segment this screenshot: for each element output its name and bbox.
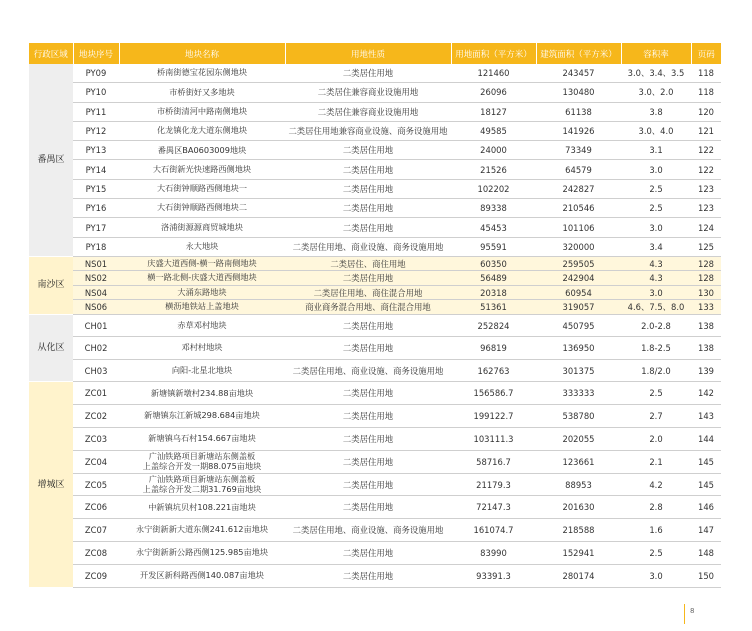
page-cell: 138 (691, 314, 721, 337)
parcel-id-cell: ZC03 (73, 428, 119, 451)
page-cell: 145 (691, 450, 721, 473)
land-area-cell: 83990 (451, 542, 536, 565)
land-use-cell: 二类居住用地 (285, 337, 451, 360)
plot-ratio-cell: 3.0、2.0 (621, 83, 691, 102)
parcel-name-cell: 永大地块 (119, 237, 285, 256)
table-row (29, 179, 721, 198)
table-row (29, 160, 721, 179)
table-row (29, 405, 721, 428)
parcel-id-cell: ZC01 (73, 382, 119, 405)
land-area-cell: 51361 (451, 300, 536, 315)
table-row (29, 199, 721, 218)
parcel-id-cell: PY12 (73, 121, 119, 140)
building-area-cell: 101106 (536, 218, 621, 237)
plot-ratio-cell: 2.7 (621, 405, 691, 428)
land-area-cell: 96819 (451, 337, 536, 360)
parcel-id-cell: PY10 (73, 83, 119, 102)
parcel-id-cell: ZC05 (73, 473, 119, 496)
land-area-cell: 161074.7 (451, 519, 536, 542)
building-area-cell: 259505 (536, 256, 621, 271)
land-use-cell: 二类居住用地、商业设施、商务设施用地 (285, 359, 451, 382)
page-cell: 124 (691, 218, 721, 237)
building-area-cell: 61138 (536, 102, 621, 121)
land-use-cell: 二类居住用地、商业设施、商务设施用地 (285, 237, 451, 256)
land-use-cell: 二类居住用地、商业设施、商务设施用地 (285, 519, 451, 542)
table-row (29, 141, 721, 160)
building-area-cell: 280174 (536, 564, 621, 587)
plot-ratio-cell: 2.5 (621, 199, 691, 218)
parcel-id-cell: PY15 (73, 179, 119, 198)
page-cell: 122 (691, 160, 721, 179)
land-area-cell: 252824 (451, 314, 536, 337)
plot-ratio-cell: 4.2 (621, 473, 691, 496)
parcel-name-cell: 广汕铁路项目新塘站东侧盖板 上盖综合开发一期88.075亩地块 (119, 450, 285, 473)
land-use-cell: 商业商务混合用地、商住混合用地 (285, 300, 451, 315)
page-cell: 139 (691, 359, 721, 382)
parcel-id-cell: PY18 (73, 237, 119, 256)
plot-ratio-cell: 3.0 (621, 160, 691, 179)
plot-ratio-cell: 2.5 (621, 179, 691, 198)
parcel-name-cell: 新塘镇新墩村234.88亩地块 (119, 382, 285, 405)
parcel-name-cell: 庆盛大道西侧-横一路南侧地块 (119, 256, 285, 271)
table-row (29, 519, 721, 542)
page-cell: 143 (691, 405, 721, 428)
land-use-cell: 二类居住用地 (285, 542, 451, 565)
plot-ratio-cell: 2.1 (621, 450, 691, 473)
plot-ratio-cell: 1.6 (621, 519, 691, 542)
page-cell: 148 (691, 542, 721, 565)
land-use-cell: 二类居住用地 (285, 450, 451, 473)
building-area-cell: 242827 (536, 179, 621, 198)
header-page: 页码 (691, 43, 721, 64)
parcel-name-cell: 大石街新光快速路西侧地块 (119, 160, 285, 179)
parcel-name-cell: 邓村村地块 (119, 337, 285, 360)
land-area-cell: 21526 (451, 160, 536, 179)
parcel-id-cell: PY11 (73, 102, 119, 121)
land-use-cell: 二类居住用地 (285, 496, 451, 519)
building-area-cell: 243457 (536, 64, 621, 83)
building-area-cell: 136950 (536, 337, 621, 360)
parcel-name-cell: 中新镇坑贝村108.221亩地块 (119, 496, 285, 519)
parcel-name-cell: 广汕铁路项目新塘站东侧盖板 上盖综合开发二期31.769亩地块 (119, 473, 285, 496)
parcel-name-cell: 化龙镇化龙大道东侧地块 (119, 121, 285, 140)
parcel-id-cell: ZC08 (73, 542, 119, 565)
parcel-id-cell: PY17 (73, 218, 119, 237)
land-area-cell: 121460 (451, 64, 536, 83)
table-row (29, 337, 721, 360)
building-area-cell: 73349 (536, 141, 621, 160)
parcel-id-cell: PY09 (73, 64, 119, 83)
building-area-cell: 201630 (536, 496, 621, 519)
page-cell: 142 (691, 382, 721, 405)
land-use-cell: 二类居住用地 (285, 218, 451, 237)
plot-ratio-cell: 3.0 (621, 564, 691, 587)
parcel-name-cell: 市桥街清河中路南侧地块 (119, 102, 285, 121)
page-cell: 130 (691, 285, 721, 300)
page-cell: 118 (691, 83, 721, 102)
table-row (29, 237, 721, 256)
table-row (29, 564, 721, 587)
land-use-cell: 二类居住兼容商业设施用地 (285, 102, 451, 121)
land-area-cell: 89338 (451, 199, 536, 218)
table-row (29, 542, 721, 565)
page-cell: 128 (691, 256, 721, 271)
land-area-cell: 26096 (451, 83, 536, 102)
land-use-cell: 二类居住用地 (285, 64, 451, 83)
parcel-name-cell: 大石街钟顺路西侧地块二 (119, 199, 285, 218)
header-land-area: 用地面积（平方米） (451, 43, 536, 64)
parcel-id-cell: NS02 (73, 271, 119, 286)
table-row (29, 382, 721, 405)
table-body (29, 64, 721, 587)
building-area-cell: 301375 (536, 359, 621, 382)
table-row (29, 271, 721, 286)
page-cell: 128 (691, 271, 721, 286)
land-use-cell: 二类居住兼容商业设施用地 (285, 83, 451, 102)
parcel-name-cell: 向阳-北星北地块 (119, 359, 285, 382)
plot-ratio-cell: 3.0 (621, 218, 691, 237)
land-area-cell: 20318 (451, 285, 536, 300)
plot-ratio-cell: 2.5 (621, 382, 691, 405)
parcel-id-cell: PY16 (73, 199, 119, 218)
parcel-id-cell: NS01 (73, 256, 119, 271)
parcel-name-cell: 桥南街德宝花园东侧地块 (119, 64, 285, 83)
page-cell: 144 (691, 428, 721, 451)
table-row (29, 121, 721, 140)
plot-ratio-cell: 3.0、4.0 (621, 121, 691, 140)
land-use-cell: 二类居住用地兼容商业设施、商务设施用地 (285, 121, 451, 140)
page-cell: 145 (691, 473, 721, 496)
table-row (29, 300, 721, 315)
land-use-cell: 二类居住用地 (285, 428, 451, 451)
land-use-cell: 二类居住用地 (285, 199, 451, 218)
parcel-name-cell: 新塘镇东江新城298.684亩地块 (119, 405, 285, 428)
parcel-id-cell: ZC04 (73, 450, 119, 473)
table-row (29, 102, 721, 121)
land-use-cell: 二类居住用地 (285, 564, 451, 587)
plot-ratio-cell: 2.5 (621, 542, 691, 565)
building-area-cell: 88953 (536, 473, 621, 496)
land-use-cell: 二类居住用地 (285, 314, 451, 337)
page-cell: 150 (691, 564, 721, 587)
header-land-use: 用地性质 (285, 43, 451, 64)
plot-ratio-cell: 1.8-2.5 (621, 337, 691, 360)
page-number: 8 (690, 607, 695, 615)
table-row (29, 473, 721, 496)
land-area-cell: 60350 (451, 256, 536, 271)
plot-ratio-cell: 4.3 (621, 256, 691, 271)
page-cell: 120 (691, 102, 721, 121)
land-area-cell: 56489 (451, 271, 536, 286)
table-row (29, 428, 721, 451)
table-row (29, 83, 721, 102)
parcel-name-cell: 市桥街好又多地块 (119, 83, 285, 102)
region-cell: 番禺区 (29, 64, 73, 256)
plot-ratio-cell: 4.6、7.5、8.0 (621, 300, 691, 315)
header-building-area: 建筑面积（平方米） (536, 43, 621, 64)
parcel-name-cell: 横沥地铁站上盖地块 (119, 300, 285, 315)
building-area-cell: 141926 (536, 121, 621, 140)
page-cell: 125 (691, 237, 721, 256)
land-area-cell: 199122.7 (451, 405, 536, 428)
parcel-id-cell: PY13 (73, 141, 119, 160)
plot-ratio-cell: 3.0 (621, 285, 691, 300)
parcel-id-cell: CH03 (73, 359, 119, 382)
land-area-cell: 103111.3 (451, 428, 536, 451)
plot-ratio-cell: 4.3 (621, 271, 691, 286)
building-area-cell: 242904 (536, 271, 621, 286)
table-row (29, 496, 721, 519)
building-area-cell: 333333 (536, 382, 621, 405)
land-use-cell: 二类居住用地 (285, 473, 451, 496)
page-cell: 118 (691, 64, 721, 83)
parcel-name-cell: 开发区新科路西侧140.087亩地块 (119, 564, 285, 587)
page-cell: 121 (691, 121, 721, 140)
plot-ratio-cell: 3.0、3.4、3.5 (621, 64, 691, 83)
parcel-name-cell: 番禺区BA0603009地块 (119, 141, 285, 160)
land-use-cell: 二类居住用地 (285, 405, 451, 428)
parcel-name-cell: 洛浦街源源商贸城地块 (119, 218, 285, 237)
plot-ratio-cell: 3.4 (621, 237, 691, 256)
region-cell: 增城区 (29, 382, 73, 587)
header-plot-ratio: 容积率 (621, 43, 691, 64)
building-area-cell: 218588 (536, 519, 621, 542)
land-area-cell: 102202 (451, 179, 536, 198)
building-area-cell: 320000 (536, 237, 621, 256)
region-cell: 从化区 (29, 314, 73, 382)
parcel-id-cell: ZC02 (73, 405, 119, 428)
header-parcel-id: 地块序号 (73, 43, 119, 64)
land-area-cell: 72147.3 (451, 496, 536, 519)
land-use-cell: 二类居住用地、商住混合用地 (285, 285, 451, 300)
land-area-cell: 45453 (451, 218, 536, 237)
parcel-id-cell: NS04 (73, 285, 119, 300)
page-marker-line (684, 604, 685, 624)
parcel-name-cell: 赤草邓村地块 (119, 314, 285, 337)
parcel-id-cell: PY14 (73, 160, 119, 179)
building-area-cell: 123661 (536, 450, 621, 473)
parcel-id-cell: CH01 (73, 314, 119, 337)
land-area-cell: 18127 (451, 102, 536, 121)
land-area-cell: 49585 (451, 121, 536, 140)
header-region: 行政区域 (29, 43, 73, 64)
plot-ratio-cell: 1.8/2.0 (621, 359, 691, 382)
land-use-cell: 二类居住用地 (285, 160, 451, 179)
parcel-name-cell: 横一路北侧-庆盛大道西侧地块 (119, 271, 285, 286)
table-row (29, 256, 721, 271)
page-cell: 123 (691, 199, 721, 218)
page-cell: 123 (691, 179, 721, 198)
building-area-cell: 319057 (536, 300, 621, 315)
plot-ratio-cell: 3.8 (621, 102, 691, 121)
land-area-cell: 156586.7 (451, 382, 536, 405)
parcel-name-cell: 大涌东路地块 (119, 285, 285, 300)
parcel-name-cell: 永宁街新新公路西侧125.985亩地块 (119, 542, 285, 565)
parcel-name-cell: 新塘镇乌石村154.667亩地块 (119, 428, 285, 451)
table-row (29, 64, 721, 83)
land-area-cell: 162763 (451, 359, 536, 382)
page-cell: 133 (691, 300, 721, 315)
table-row (29, 285, 721, 300)
land-area-cell: 58716.7 (451, 450, 536, 473)
plot-ratio-cell: 2.0-2.8 (621, 314, 691, 337)
building-area-cell: 210546 (536, 199, 621, 218)
page-cell: 138 (691, 337, 721, 360)
land-area-cell: 24000 (451, 141, 536, 160)
building-area-cell: 538780 (536, 405, 621, 428)
page-cell: 146 (691, 496, 721, 519)
parcel-id-cell: ZC06 (73, 496, 119, 519)
parcel-name-cell: 大石街钟顺路西侧地块一 (119, 179, 285, 198)
land-use-cell: 二类居住用地 (285, 271, 451, 286)
land-area-cell: 93391.3 (451, 564, 536, 587)
land-parcel-table-container (29, 43, 721, 588)
plot-ratio-cell: 3.1 (621, 141, 691, 160)
header-parcel-name: 地块名称 (119, 43, 285, 64)
land-use-cell: 二类居住用地 (285, 141, 451, 160)
land-use-cell: 二类居住用地 (285, 382, 451, 405)
parcel-id-cell: NS06 (73, 300, 119, 315)
building-area-cell: 130480 (536, 83, 621, 102)
table-row (29, 218, 721, 237)
plot-ratio-cell: 2.0 (621, 428, 691, 451)
table-header-row (29, 43, 721, 64)
parcel-name-cell: 永宁街新新大道东侧241.612亩地块 (119, 519, 285, 542)
land-use-cell: 二类居住用地 (285, 179, 451, 198)
plot-ratio-cell: 2.8 (621, 496, 691, 519)
land-area-cell: 21179.3 (451, 473, 536, 496)
table-row (29, 314, 721, 337)
page-cell: 147 (691, 519, 721, 542)
building-area-cell: 64579 (536, 160, 621, 179)
building-area-cell: 450795 (536, 314, 621, 337)
parcel-id-cell: ZC07 (73, 519, 119, 542)
building-area-cell: 60954 (536, 285, 621, 300)
land-use-cell: 二类居住、商住用地 (285, 256, 451, 271)
table-row (29, 450, 721, 473)
page-cell: 122 (691, 141, 721, 160)
parcel-id-cell: CH02 (73, 337, 119, 360)
parcel-id-cell: ZC09 (73, 564, 119, 587)
building-area-cell: 152941 (536, 542, 621, 565)
table-row (29, 359, 721, 382)
building-area-cell: 202055 (536, 428, 621, 451)
land-area-cell: 95591 (451, 237, 536, 256)
region-cell: 南沙区 (29, 256, 73, 314)
land-parcel-table (29, 43, 721, 588)
